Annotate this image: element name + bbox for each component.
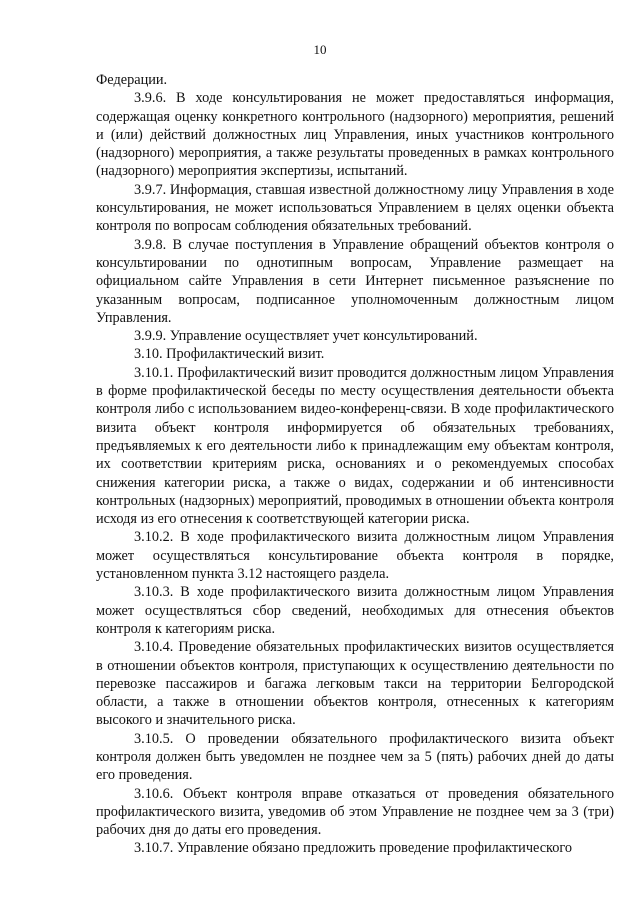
paragraph-3-9-9: 3.9.9. Управление осуществляет учет консультирований. bbox=[134, 328, 478, 345]
section-heading-3-10: 3.10. Профилактический визит. bbox=[134, 346, 325, 363]
page-number: 10 bbox=[313, 42, 327, 57]
paragraph-3-10-1: 3.10.1. Профилактический визит проводится должностным лицом Управления в форме профилактической беседы по месту осуществления деятельности объекта контроля либо с использованием видео-конференц-связи. В ходе профилактического визита объект контроля информируется об обязательных требованиях, предъявляемых к его деятельности либо к принадлежащим ему объектам контроля, их соответствии критериям риска, основаниях и о рекомендуемых способах снижения категории риска, а также о видах, содержании и об интенсивности контрольных (надзорных) мероприятий, проводимых в отношении объекта контроля исходя из его отнесения к соответствующей категории риска. bbox=[96, 364, 614, 528]
paragraph-3-10-2: 3.10.2. В ходе профилактического визита должностным лицом Управления может осуществляться консультирование объекта контроля в порядке, установленном пункта 3.12 настоящего раздела. bbox=[96, 529, 614, 583]
paragraph-3-10-7: 3.10.7. Управление обязано предложить проведение профилактического bbox=[134, 840, 573, 857]
paragraph-3-10-3: 3.10.3. В ходе профилактического визита должностным лицом Управления может осуществляться сбор сведений, необходимых для отнесения объектов контроля к категориям риска. bbox=[96, 584, 614, 637]
paragraph-3-10-5: 3.10.5. О проведении обязательного профилактического визита объект контроля должен быть уведомлен не позднее чем за 5 (пять) рабочих дней до даты его проведения. bbox=[96, 730, 614, 784]
paragraph-3-10-6: 3.10.6. Объект контроля вправе отказаться от проведения обязательного профилактического визита, уведомив об этом Управление не позднее чем за 3 (три) рабочих дня до даты его проведения. bbox=[96, 785, 614, 839]
paragraph-continuation: Федерации. bbox=[96, 72, 168, 88]
paragraph-3-9-6: 3.9.6. В ходе консультирования не может предоставляться информация, содержащая оценку конкретного контрольного (надзорного) мероприятия, решений и (или) действий должностных лиц Управления, иных участников контрольного (надзорного) мероприятия, а также результаты проведенных в рамках контрольного (надзорного) мероприятия экспертизы, испытаний. bbox=[96, 90, 614, 180]
document-body bbox=[96, 71, 614, 858]
paragraph-3-10-4: 3.10.4. Проведение обязательных профилактических визитов осуществляется в отношении объектов контроля, приступающих к осуществлению деятельности по перевозке пассажиров и багажа легковым такси на территории Белгородской области, а также в отношении объектов контроля, отнесенных к категориям высокого и значительного риска. bbox=[96, 639, 614, 729]
paragraph-3-9-7: 3.9.7. Информация, ставшая известной должностному лицу Управления в ходе консультирования, не может использоваться Управлением в целях оценки объекта контроля по вопросам соблюдения обязательных требований. bbox=[96, 181, 614, 235]
paragraph-3-9-8: 3.9.8. В случае поступления в Управление обращений объектов контроля о консультировании по однотипным вопросам, Управление размещает на официальном сайте Управления в сети Интернет письменное разъяснение по указанным вопросам, подписанное уполномоченным должностным лицом Управления. bbox=[96, 236, 614, 326]
